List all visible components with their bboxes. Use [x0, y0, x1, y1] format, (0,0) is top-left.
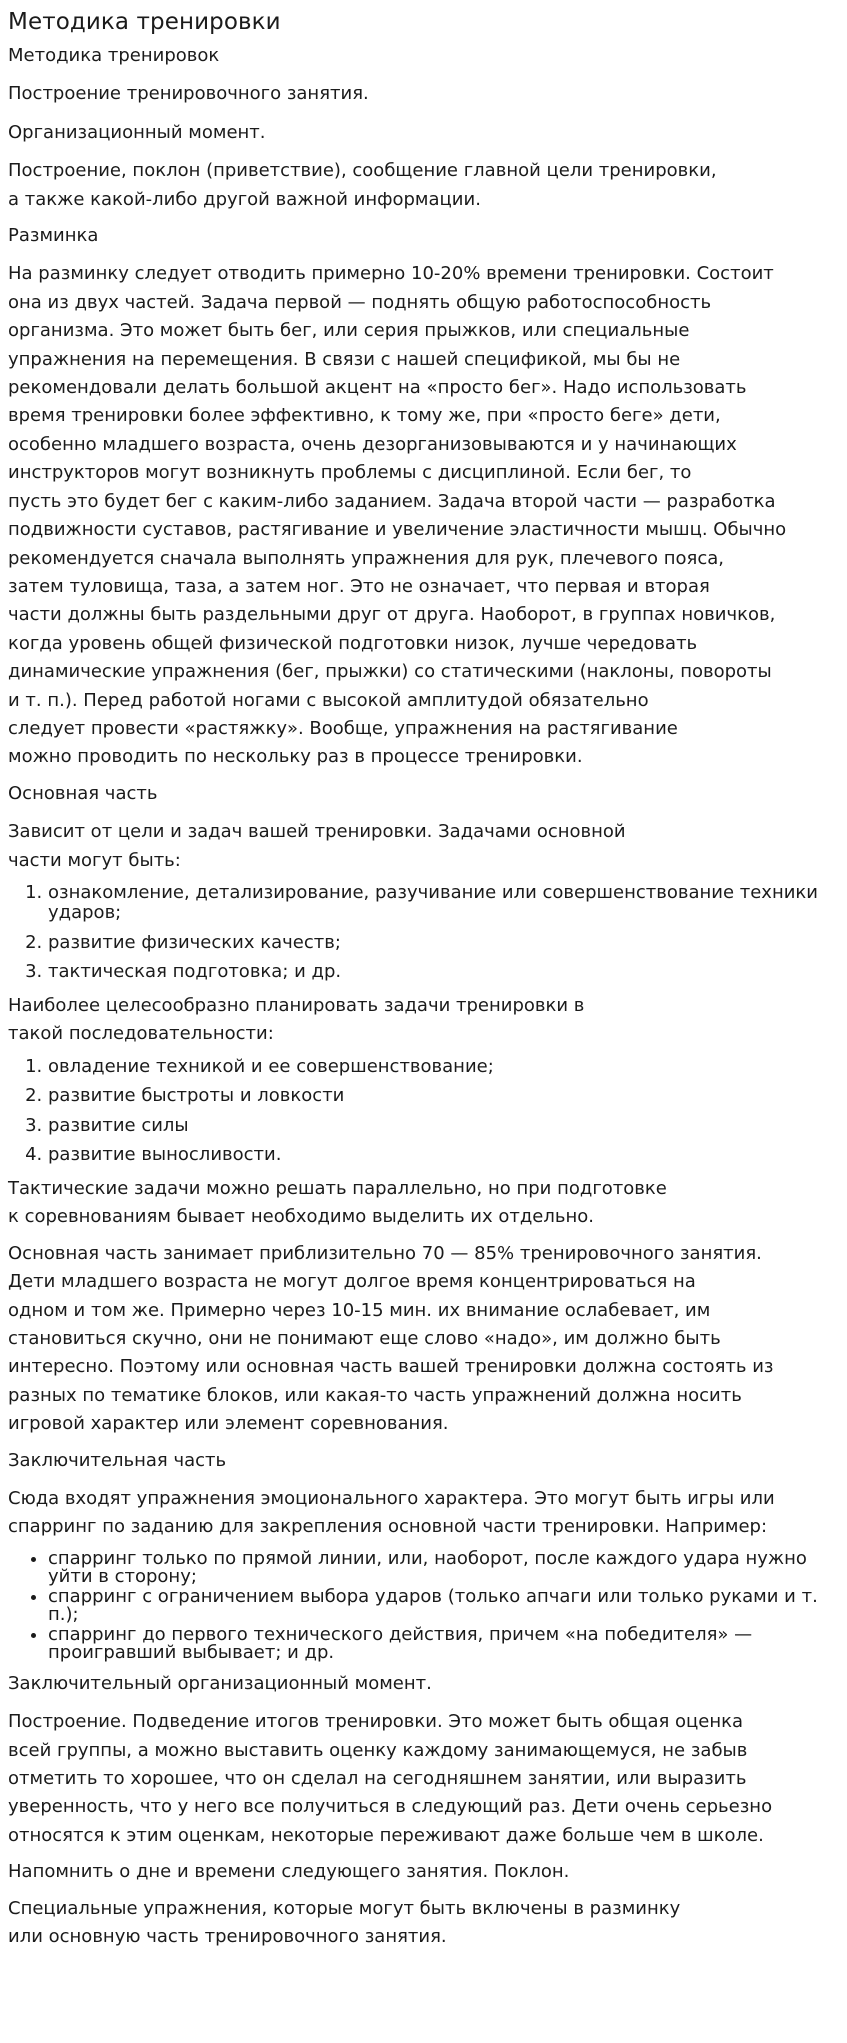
text-line: когда уровень общей физической подготовки низок, лучше чередовать — [8, 632, 698, 654]
text-line: уверенность, что у него все получиться в следующий раз. Дети очень серьезно — [8, 1796, 773, 1818]
text-line: Основная часть занимает приблизительно 70 — 85% тренировочного занятия. — [8, 1242, 762, 1264]
text-line: Тактические задачи можно решать параллельно, но при подготовке — [8, 1177, 667, 1199]
text-line: или основную часть тренировочного занятия. — [8, 1926, 447, 1948]
text-line: организма. Это может быть бег, или серия прыжков, или специальные — [8, 320, 690, 342]
text-line: становиться скучно, они не понимают еще слово «надо», им должно быть — [8, 1327, 721, 1349]
paragraph-org-text — [8, 157, 839, 214]
text-line: следует провести «растяжку». Вообще, упражнения на растягивание — [8, 717, 678, 739]
paragraph-main-share — [8, 1240, 839, 1439]
final-examples-list — [8, 1547, 839, 1663]
paragraph-final-org: Заключительный организационный момент. — [8, 1672, 432, 1694]
text-line: и т. п.). Перед работой ногами с высокой амплитудой обязательно — [8, 689, 649, 711]
list-item: 3. тактическая подготовка; и др. — [48, 962, 839, 982]
text-line: Построение. Подведение итогов тренировки. Это может быть общая оценка — [8, 1711, 744, 1733]
text-line: время тренировки более эффективно, к тому же, при «просто беге» дети, — [8, 405, 721, 427]
text-line: Зависит от цели и задач вашей тренировки. Задачами основной — [8, 821, 626, 843]
list-item: 4. развитие выносливости. — [48, 1145, 839, 1165]
paragraph-main-intro — [8, 818, 839, 875]
text-line: Построение, поклон (приветствие), сообщение главной цели тренировки, — [8, 160, 717, 182]
text-line: Наиболее целесообразно планировать задачи тренировки в — [8, 994, 585, 1016]
text-line: Специальные упражнения, которые могут быть включены в разминку — [8, 1897, 681, 1919]
paragraph-final-org-text — [8, 1708, 839, 1850]
plan-steps-list — [8, 1057, 839, 1166]
main-tasks-list — [8, 883, 839, 982]
subtitle: Методика тренировок — [8, 45, 220, 66]
paragraph-plan-intro — [8, 992, 839, 1049]
text-line: части должны быть раздельными друг от друга. Наоборот, в группах новичков, — [8, 604, 776, 626]
page-title: Методика тренировки — [8, 9, 281, 35]
text-line: пусть это будет бег с каким-либо заданием. Задача второй части — разработка — [8, 490, 776, 512]
paragraph-special — [8, 1895, 839, 1952]
text-line: На разминку следует отводить примерно 10-20% времени тренировки. Состоит — [8, 263, 774, 285]
paragraph-tactics — [8, 1175, 839, 1232]
text-line: отметить то хорошее, что он сделал на сегодняшнем занятии, или выразить — [8, 1768, 747, 1790]
text-line: динамические упражнения (бег, прыжки) со статическими (наклоны, повороты — [8, 661, 772, 683]
heading-main: Основная часть — [8, 782, 158, 804]
text-line: относятся к этим оценкам, некоторые переживают даже больше чем в школе. — [8, 1824, 764, 1846]
paragraph-warmup — [8, 260, 839, 771]
paragraph-final — [8, 1485, 839, 1542]
text-line: части могут быть: — [8, 849, 181, 871]
heading-warmup: Разминка — [8, 225, 99, 247]
text-line: а также какой-либо другой важной информации. — [8, 188, 481, 210]
list-item: 1. овладение техникой и ее совершенствование; — [48, 1057, 839, 1077]
text-line: рекомендовали делать большой акцент на «просто бег». Надо использовать — [8, 377, 747, 399]
text-line: упражнения на перемещения. В связи с нашей спецификой, мы бы не — [8, 348, 681, 370]
text-line: рекомендуется сначала выполнять упражнения для рук, плечевого пояса, — [8, 547, 725, 569]
list-item: • спарринг с ограничением выбора ударов (только апчаги или только руками и т. п.); — [48, 1588, 839, 1624]
list-item: 2. развитие физических качеств; — [48, 933, 839, 953]
text-line: Сюда входят упражнения эмоционального характера. Это могут быть игры или — [8, 1488, 775, 1509]
text-line: к соревнованиям бывает необходимо выделить их отдельно. — [8, 1206, 595, 1228]
list-item: 3. развитие силы — [48, 1116, 839, 1136]
text-line: игровой характер или элемент соревнования. — [8, 1413, 449, 1435]
text-line: всей группы, а можно выставить оценку каждому занимающемуся, не забыв — [8, 1739, 748, 1761]
text-line: Дети младшего возраста не могут долгое время концентрироваться на — [8, 1271, 696, 1293]
text-line: интересно. Поэтому или основная часть вашей тренировки должна состоять из — [8, 1356, 774, 1378]
list-item: 2. развитие быстроты и ловкости — [48, 1086, 839, 1106]
text-line: спарринг по заданию для закрепления основной части тренировки. Например: — [8, 1516, 768, 1538]
text-line: она из двух частей. Задача первой — поднять общую работоспособность — [8, 291, 712, 313]
text-line: можно проводить по нескольку раз в процессе тренировки. — [8, 746, 583, 768]
text-line: инструкторов могут возникнуть проблемы с дисциплиной. Если бег, то — [8, 462, 692, 484]
text-line: особенно младшего возраста, очень дезорганизовываются и у начинающих — [8, 433, 737, 455]
paragraph-org: Организационный момент. — [8, 121, 266, 143]
list-item: • спарринг только по прямой линии, или, наоборот, после каждого удара нужно уйти в сторону; — [48, 1550, 839, 1586]
text-line: такой последовательности: — [8, 1023, 274, 1045]
heading-final: Заключительная часть — [8, 1449, 227, 1471]
text-line: одном и том же. Примерно через 10-15 мин. их внимание ослабевает, им — [8, 1299, 711, 1321]
text-line: подвижности суставов, растягивание и увеличение эластичности мышц. Обычно — [8, 519, 787, 541]
paragraph-reminder: Напомнить о дне и времени следующего занятия. Поклон. — [8, 1861, 570, 1883]
list-item: 1. ознакомление, детализирование, разучивание или совершенствование техники ударов; — [48, 883, 839, 923]
list-item: • спарринг до первого технического действия, причем «на победителя» — проигравший выбывает; и др. — [48, 1626, 839, 1662]
text-line: затем туловища, таза, а затем ног. Это не означает, что первая и вторая — [8, 575, 710, 597]
text-line: разных по тематике блоков, или какая-то часть упражнений должна носить — [8, 1384, 742, 1406]
paragraph-build: Построение тренировочного занятия. — [8, 83, 369, 105]
